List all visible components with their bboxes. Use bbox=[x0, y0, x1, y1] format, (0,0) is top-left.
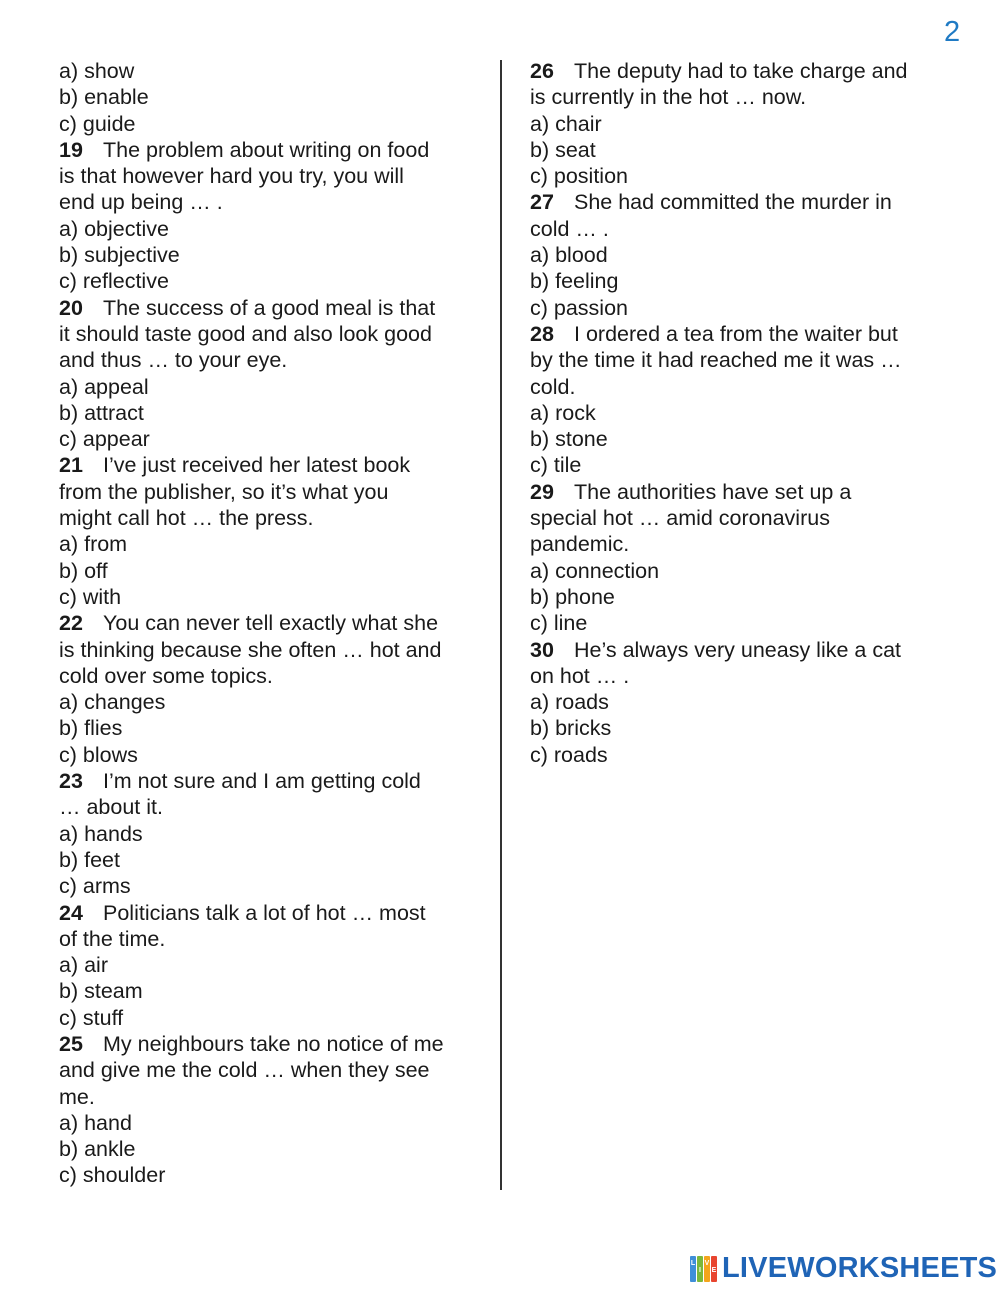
question-line bbox=[59, 900, 484, 926]
answer-option: c) reflective bbox=[59, 269, 169, 294]
answer-option: b) steam bbox=[59, 979, 143, 1004]
question-text-continued: and give me the cold … when they see bbox=[59, 1058, 430, 1083]
question-text-continued: of the time. bbox=[59, 926, 166, 951]
question-number: 30 bbox=[530, 637, 554, 662]
answer-option: b) off bbox=[59, 558, 108, 583]
answer-option: c) appear bbox=[59, 427, 150, 452]
question-text-continued: by the time it had reached me it was … bbox=[530, 348, 902, 373]
question-text-continued: cold. bbox=[530, 374, 576, 399]
answer-option: b) seat bbox=[530, 137, 596, 162]
question-text-continued: end up being … . bbox=[59, 190, 223, 215]
answer-option: a) air bbox=[59, 953, 108, 978]
answer-option: a) appeal bbox=[59, 374, 149, 399]
answer-option: c) arms bbox=[59, 874, 131, 899]
answer-option: c) line bbox=[530, 611, 588, 636]
answer-option: a) show bbox=[59, 59, 135, 83]
question-text-continued: cold … . bbox=[530, 216, 609, 241]
brand-footer[interactable] bbox=[690, 1252, 997, 1285]
question-number: 26 bbox=[530, 59, 554, 83]
question-text: Politicians talk a lot of hot … most bbox=[103, 900, 426, 925]
question-line bbox=[59, 452, 484, 478]
question-text: The authorities have set up a bbox=[574, 479, 852, 504]
answer-option: b) subjective bbox=[59, 243, 180, 268]
answer-option: c) with bbox=[59, 584, 122, 609]
left-column bbox=[59, 58, 484, 1189]
question-line bbox=[530, 189, 950, 215]
answer-option: a) changes bbox=[59, 690, 166, 715]
answer-option: a) from bbox=[59, 532, 128, 557]
question-line bbox=[530, 479, 950, 505]
question-line bbox=[59, 1031, 484, 1057]
question-text-continued: it should taste good and also look good bbox=[59, 321, 432, 346]
question-text: The deputy had to take charge and bbox=[574, 59, 908, 83]
question-number: 22 bbox=[59, 611, 83, 636]
question-number: 21 bbox=[59, 453, 83, 478]
logo-letter-v: V bbox=[704, 1259, 710, 1267]
question-number: 28 bbox=[530, 321, 554, 346]
question-text-continued: is thinking because she often … hot and bbox=[59, 637, 442, 662]
question-number: 20 bbox=[59, 295, 83, 320]
answer-option: c) tile bbox=[530, 453, 582, 478]
question-line bbox=[530, 58, 950, 84]
question-text-continued: pandemic. bbox=[530, 532, 630, 557]
liveworksheets-logo-icon bbox=[690, 1256, 718, 1282]
question-text: I ordered a tea from the waiter but bbox=[574, 321, 898, 346]
answer-option: c) roads bbox=[530, 742, 608, 767]
answer-option: c) shoulder bbox=[59, 1163, 166, 1188]
right-column bbox=[530, 58, 950, 768]
answer-option: a) rock bbox=[530, 400, 596, 425]
question-number: 23 bbox=[59, 769, 83, 794]
answer-option: a) connection bbox=[530, 558, 660, 583]
question-text-continued: is currently in the hot … now. bbox=[530, 85, 807, 110]
question-text-continued: on hot … . bbox=[530, 663, 630, 688]
question-number: 19 bbox=[59, 137, 83, 162]
answer-option: a) hand bbox=[59, 1110, 132, 1135]
answer-option: b) feeling bbox=[530, 269, 619, 294]
logo-letter-e: E bbox=[711, 1266, 717, 1274]
page-number: 2 bbox=[944, 16, 961, 48]
question-line bbox=[530, 321, 950, 347]
question-number: 24 bbox=[59, 900, 83, 925]
question-line bbox=[59, 768, 484, 794]
answer-option: a) hands bbox=[59, 821, 143, 846]
logo-letter-i: I bbox=[699, 1266, 701, 1274]
question-text: I’m not sure and I am getting cold bbox=[103, 769, 421, 794]
answer-option: b) bricks bbox=[530, 716, 612, 741]
answer-option: a) objective bbox=[59, 216, 169, 241]
answer-option: b) flies bbox=[59, 716, 123, 741]
question-line bbox=[59, 295, 484, 321]
answer-option: b) ankle bbox=[59, 1137, 136, 1162]
answer-option: c) stuff bbox=[59, 1005, 124, 1030]
question-text-continued: me. bbox=[59, 1084, 95, 1109]
answer-option: b) stone bbox=[530, 427, 608, 452]
question-text-continued: special hot … amid coronavirus bbox=[530, 506, 830, 531]
logo-letter-l: L bbox=[690, 1259, 696, 1267]
question-text: I’ve just received her latest book bbox=[103, 453, 411, 478]
answer-option: c) blows bbox=[59, 742, 138, 767]
answer-option: c) passion bbox=[530, 295, 628, 320]
answer-option: c) guide bbox=[59, 111, 136, 136]
brand-name: LIVEWORKSHEETS bbox=[722, 1252, 998, 1284]
answer-option: c) position bbox=[530, 164, 628, 189]
answer-option: a) chair bbox=[530, 111, 602, 136]
question-text-continued: and thus … to your eye. bbox=[59, 348, 288, 373]
question-line bbox=[59, 137, 484, 163]
answer-option: b) phone bbox=[530, 584, 615, 609]
question-text: He’s always very uneasy like a cat bbox=[574, 637, 902, 662]
question-text: The problem about writing on food bbox=[103, 137, 430, 162]
question-line bbox=[59, 610, 484, 636]
question-text: My neighbours take no notice of me bbox=[103, 1031, 444, 1056]
answer-option: a) blood bbox=[530, 243, 608, 268]
question-number: 29 bbox=[530, 479, 554, 504]
question-text: The success of a good meal is that bbox=[103, 295, 436, 320]
question-line bbox=[530, 637, 950, 663]
answer-option: b) feet bbox=[59, 847, 120, 872]
question-text-continued: might call hot … the press. bbox=[59, 506, 314, 531]
column-divider bbox=[500, 60, 502, 1190]
answer-option: a) roads bbox=[530, 690, 609, 715]
question-text-continued: cold over some topics. bbox=[59, 663, 273, 688]
answer-option: b) attract bbox=[59, 400, 144, 425]
question-text: She had committed the murder in bbox=[574, 190, 892, 215]
question-number: 25 bbox=[59, 1031, 83, 1056]
question-text: You can never tell exactly what she bbox=[103, 611, 439, 636]
question-text-continued: from the publisher, so it’s what you bbox=[59, 479, 389, 504]
question-text-continued: … about it. bbox=[59, 795, 163, 820]
answer-option: b) enable bbox=[59, 85, 149, 110]
question-text-continued: is that however hard you try, you will bbox=[59, 164, 404, 189]
question-number: 27 bbox=[530, 190, 554, 215]
